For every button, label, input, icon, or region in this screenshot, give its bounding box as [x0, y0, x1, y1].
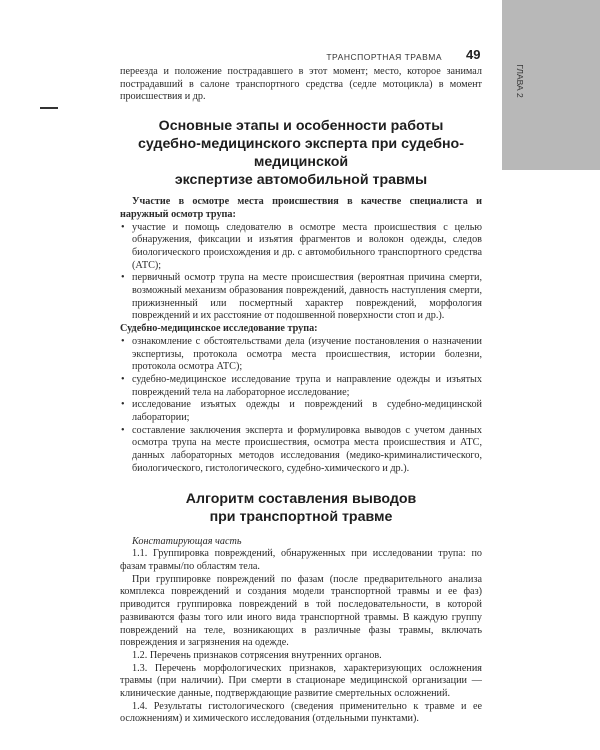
running-title: ТРАНСПОРТНАЯ ТРАВМА	[326, 52, 442, 62]
subsection-title-scene-inspection: Участие в осмотре места происшествия в качестве специалиста и наружный осмотр трупа:	[120, 196, 482, 220]
list-item: • исследование изъятых одежды и повреждений в судебно-медицинской лаборатории;	[120, 399, 482, 424]
heading-line: Основные этапы и особенности работы	[158, 118, 444, 135]
heading-line: Алгоритм составления выводов	[185, 490, 417, 507]
intro-paragraph: переезда и положение пострадавшего в этот момент; место, которое занимал пострадавший в салоне транспортного средства (седле мотоцикла) в момент происшествия и др.	[120, 66, 482, 103]
paragraph: 1.4. Результаты гистологического (сведения применительно к травме и ее осложнениям) и химического исследования (отдельными пунктами).	[120, 700, 482, 725]
list-item: • ознакомление с обстоятельствами дела (изучение постановления о назначении экспертизы, протокола осмотра места происшествия, истории болезни, протокола осмотра АТС);	[120, 336, 482, 374]
list-item: • участие и помощь следователю в осмотре места происшествия с целью обнаружения, фиксации и изъятия фрагментов и волокон одежды, следов биологического происхождения и др. с автомобильного транспортного средства (АТС);	[120, 222, 482, 273]
subsection-title-autopsy: Судебно-медицинское исследование трупа:	[120, 323, 318, 335]
list-item: • судебно-медицинское исследование трупа и направление одежды и изъятых повреждений тела на лабораторное исследование;	[120, 374, 482, 399]
paragraph: При группировке повреждений по фазам (после предварительного анализа комплекса повреждений и создания модели транспортной травмы и ее фаз) приводится группировка повреждений в той последовательности, в которой развиваются фазы того или иного вида транспортной травмы. В каждую группу повреждений на теле, возникающих в различные фазы травмы, включать повреждения и загрязнения на одежде.	[120, 573, 482, 649]
section-heading-main-stages	[120, 117, 482, 189]
paragraph: 1.2. Перечень признаков сотрясения внутренних органов.	[132, 649, 382, 661]
autopsy-list	[120, 336, 482, 476]
margin-mark	[40, 107, 58, 109]
page-number: 49	[466, 47, 481, 62]
heading-line: судебно-медицинского эксперта при судебно-медицинской	[138, 136, 464, 171]
page-body	[120, 66, 482, 726]
list-item: • первичный осмотр трупа на месте происшествия (вероятная причина смерти, возможный механизм образования повреждений, давность наступления смерти, прижизненный или посмертный характер повреждений, морфология повреждений и их расстояние от подошвенной поверхности стоп и др.).	[120, 272, 482, 323]
chapter-tab-label: ГЛАВА 2	[515, 64, 525, 98]
section-heading-algorithm	[120, 490, 482, 526]
part-label: Констатирующая часть	[132, 535, 242, 547]
scene-inspection-list	[120, 222, 482, 324]
list-item: • составление заключения эксперта и формулировка выводов с учетом данных осмотра трупа на месте происшествия, осмотра места происшествия и АТС, данных лабораторных методов исследования (медико-криминалистического, биологического, гистологического, судебно-химического и др.).	[120, 425, 482, 476]
paragraph: 1.1. Группировка повреждений, обнаруженных при исследовании трупа: по фазам травмы/по областям тела.	[120, 548, 482, 572]
paragraph: 1.3. Перечень морфологических признаков, характеризующих осложнения травмы (при наличии). При смерти в стационаре медицинской организации — клинические данные, подтверждающие развитие смертельных осложнений.	[120, 662, 482, 700]
heading-line: при транспортной травме	[209, 508, 393, 525]
heading-line: экспертизе автомобильной травмы	[174, 172, 428, 189]
